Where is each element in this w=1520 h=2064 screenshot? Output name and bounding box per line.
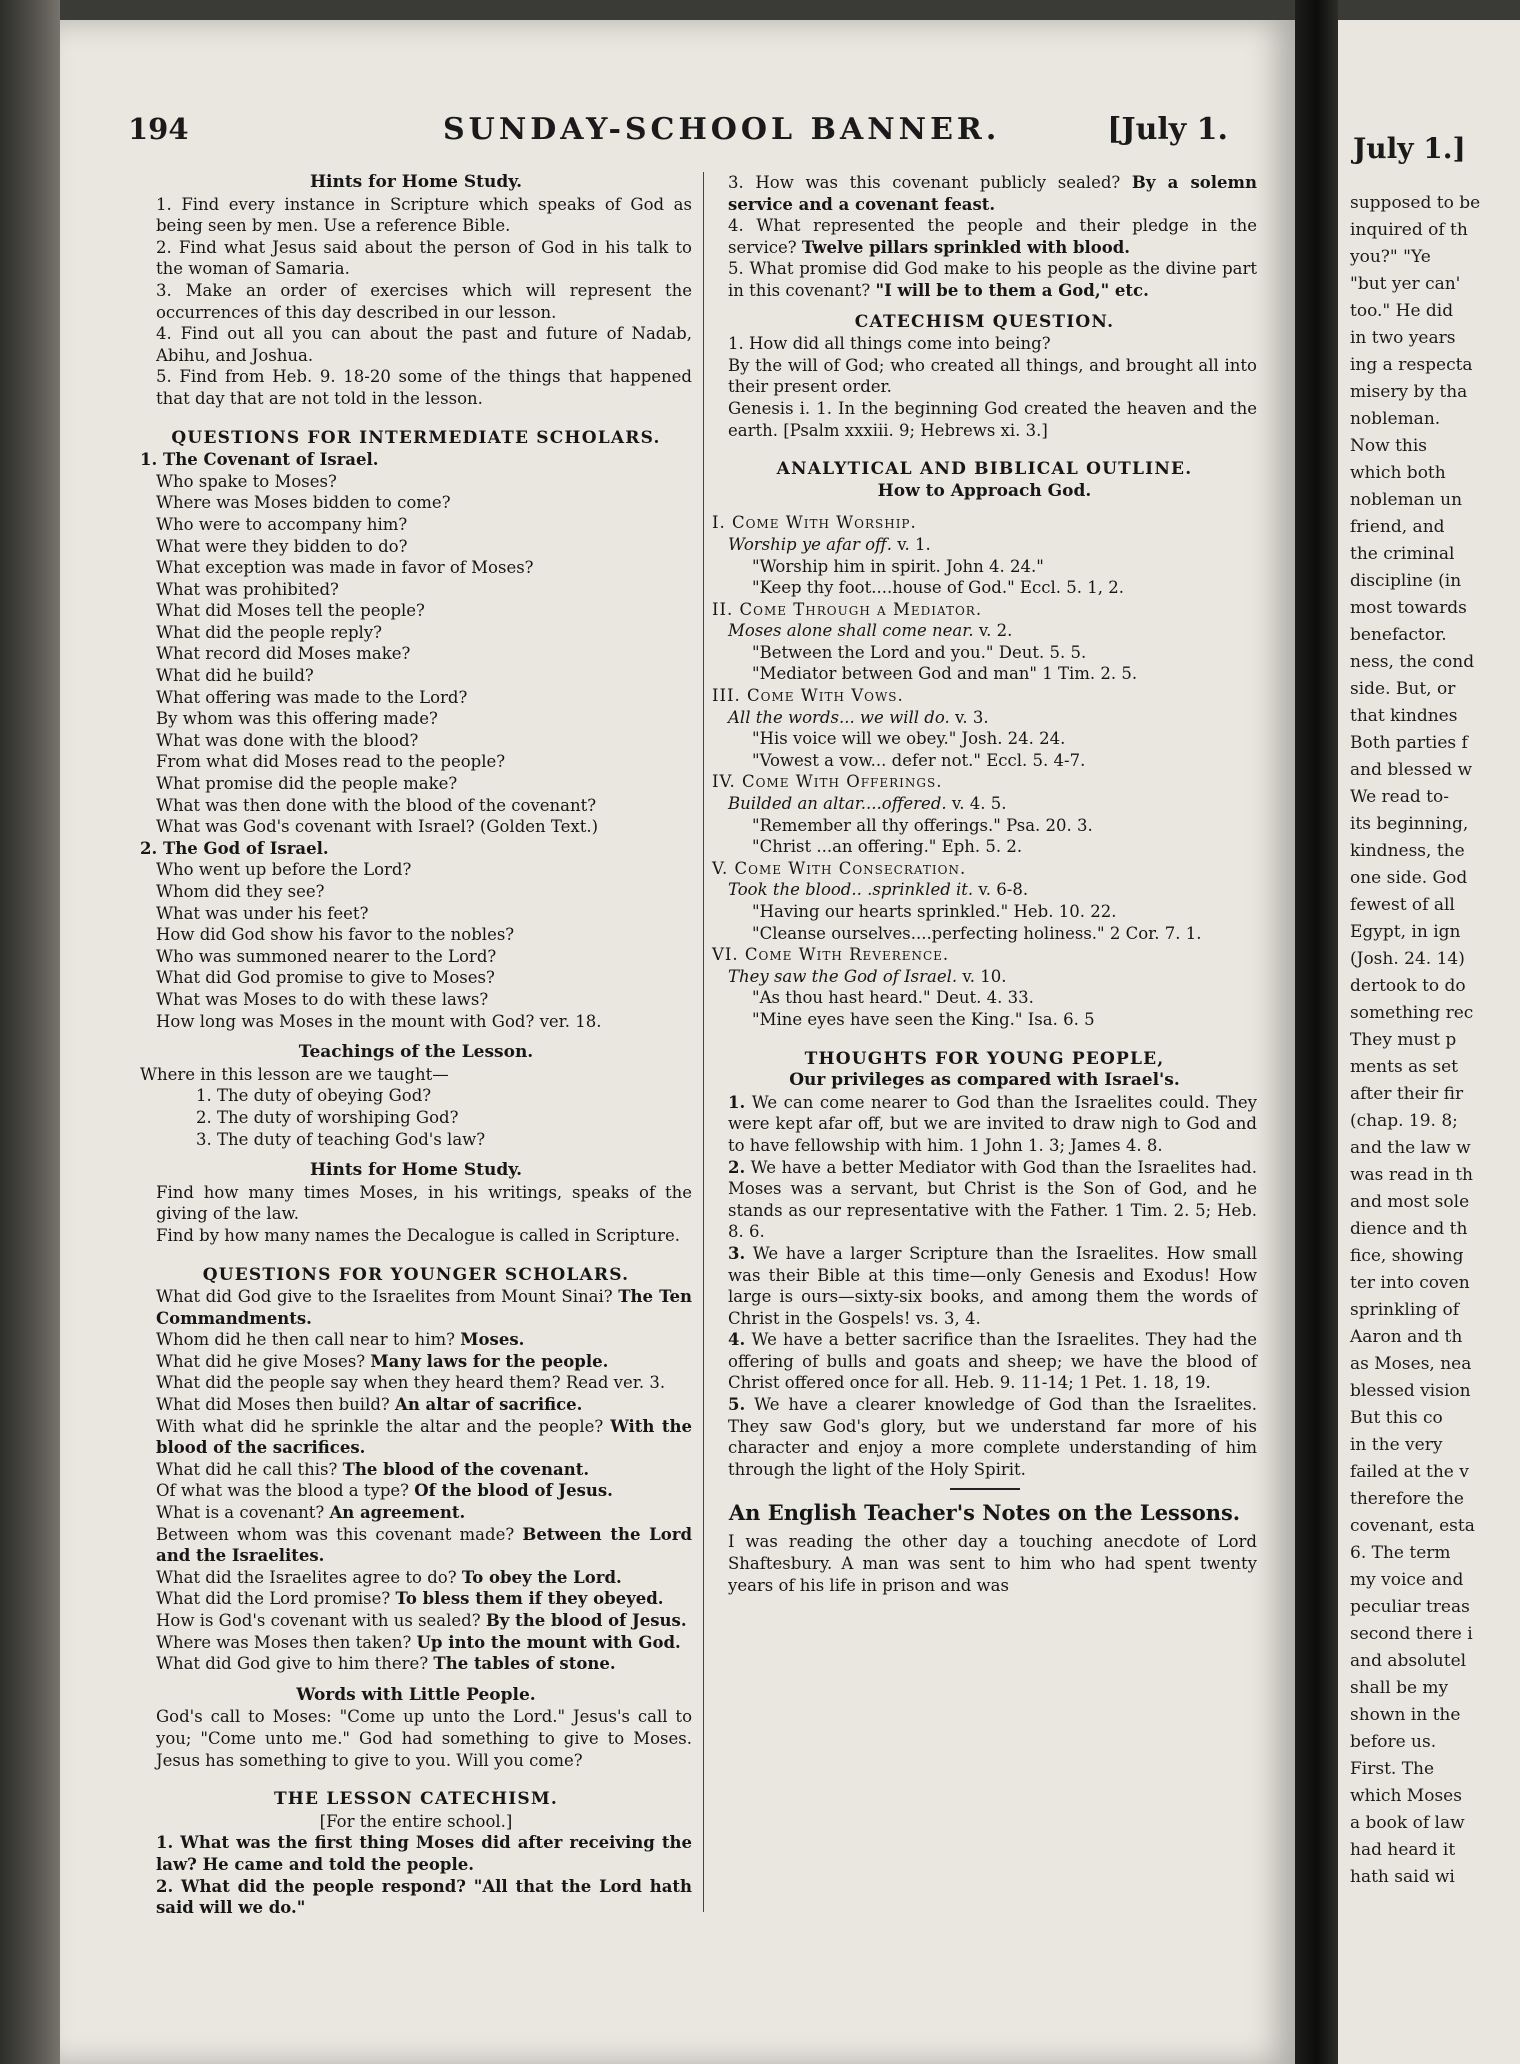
thought-text: We have a larger Scripture than the Israelites. How small was their Bible at this time—only Genesis and Exodus! How large is ours—sixty-six books, and among them the words of Christ in the Gospels! vs. 3, 4.	[728, 1243, 1257, 1328]
hint-item: Find how many times Moses, in his writings, speaks of the giving of the law.	[156, 1182, 692, 1224]
thought-number: 1.	[728, 1092, 746, 1112]
question-item: By whom was this offering made?	[156, 709, 438, 729]
outline-quote: "As thou hast heard." Deut. 4. 33.	[752, 988, 1034, 1008]
right-page-line: But this co	[1350, 1408, 1443, 1428]
god-of-israel-questions	[140, 859, 692, 1032]
right-page-line: Egypt, in ign	[1350, 922, 1461, 942]
right-page-line: hath said wi	[1350, 1867, 1455, 1887]
qa-question: What did God give to him there?	[156, 1654, 429, 1674]
running-header	[128, 112, 1228, 162]
right-page-line: We read to-	[1350, 787, 1449, 807]
teaching-item: 2. The duty of worshiping God?	[196, 1107, 459, 1127]
right-page-line: supposed to be	[1350, 193, 1481, 213]
right-page-line: and blessed w	[1350, 760, 1473, 780]
qa-answer: Twelve pillars sprinkled with blood.	[801, 237, 1131, 257]
thought-text: We have a better Mediator with God than the Israelites had. Moses was a servant, but Christ is the Son of God, and he stands as our representative with the Father. 1 Tim. 2. 5; Heb. 8. 6.	[728, 1157, 1257, 1242]
outline-title: II. Come Through a Mediator.	[712, 599, 983, 619]
right-page-line: Both parties f	[1350, 733, 1468, 753]
catechism-question-heading: CATECHISM QUESTION.	[854, 311, 1115, 332]
lesson-catechism-subheading: [For the entire school.]	[319, 1811, 513, 1831]
right-page-line: my voice and	[1350, 1570, 1464, 1590]
qa-question: 4. What represented the people and their pledge in the service?	[728, 216, 1257, 257]
qa-item	[712, 258, 1257, 301]
qa-item	[712, 172, 1257, 215]
right-page-line: and most sole	[1350, 1192, 1470, 1212]
qa-item	[140, 1286, 692, 1329]
question-item: What was done with the blood?	[156, 730, 419, 750]
right-page-line: dertook to do	[1350, 976, 1466, 996]
right-page-line: ing a respecta	[1350, 355, 1473, 375]
right-page-line: was read in th	[1350, 1165, 1473, 1185]
qa-question: 1. What was the first thing Moses did after receiving the law?	[156, 1833, 692, 1874]
god-of-israel-title: 2. The God of Israel.	[140, 838, 329, 858]
right-page-line: ments as set	[1350, 1057, 1458, 1077]
qa-question: With what did he sprinkle the altar and the people?	[156, 1416, 604, 1436]
right-page-line: too." He did	[1350, 301, 1454, 321]
english-teacher-text: I was reading the other day a touching anecdote of Lord Shaftesbury. A man was sent to him who had spent twenty years of his life in prison and was	[728, 1532, 1257, 1595]
outline-title: V. Come With Consecration.	[712, 858, 967, 878]
covenant-section-title: 1. The Covenant of Israel.	[140, 450, 379, 470]
right-page-line: sprinkling of	[1350, 1300, 1460, 1320]
qa-answer: To bless them if they obeyed.	[395, 1589, 664, 1609]
right-page-line: fice, showing	[1350, 1246, 1464, 1266]
right-page-line: that kindnes	[1350, 706, 1458, 726]
younger-heading: QUESTIONS FOR YOUNGER SCHOLARS.	[202, 1264, 630, 1285]
right-page-line: the criminal	[1350, 544, 1455, 564]
qa-question: What did the Lord promise?	[156, 1589, 391, 1609]
qa-answer: By the blood of Jesus.	[485, 1611, 687, 1630]
qa-answer: To obey the Lord.	[461, 1567, 622, 1587]
question-item: What did God promise to give to Moses?	[156, 968, 495, 988]
qa-question: What did the Israelites agree to do?	[156, 1567, 457, 1587]
right-page-line: its beginning,	[1350, 814, 1469, 834]
thought-item	[712, 1092, 1257, 1157]
outline-ref: v. 10.	[957, 966, 1007, 986]
question-item: Who went up before the Lord?	[156, 860, 412, 880]
outline-title: IV. Come With Offerings.	[712, 772, 943, 792]
page-number: 194	[128, 112, 189, 146]
thought-text: We have a better sacrifice than the Israelites. They had the offering of bulls and goats and sheep; we have the blood of Christ offered once for all. Heb. 9. 11-14; 1 Pet. 1. 18, 19.	[728, 1330, 1257, 1393]
question-item: Who was summoned nearer to the Lord?	[156, 946, 497, 966]
thoughts-list	[712, 1092, 1257, 1481]
right-page-text	[1338, 190, 1520, 1891]
outline-quote: "His voice will we obey." Josh. 24. 24.	[752, 729, 1066, 749]
qa-item	[140, 1329, 692, 1351]
question-item: What was under his feet?	[156, 903, 369, 923]
right-page-line: and the law w	[1350, 1138, 1471, 1158]
question-item: What record did Moses make?	[156, 644, 411, 664]
thought-item	[712, 1157, 1257, 1243]
qa-item	[712, 215, 1257, 258]
outline-quote: "Christ ...an offering." Eph. 5. 2.	[752, 837, 1023, 857]
teaching-item: 3. The duty of teaching God's law?	[196, 1129, 486, 1149]
right-page-line: most towards	[1350, 598, 1467, 618]
binding-edge	[0, 0, 60, 2064]
right-page-line: therefore the	[1350, 1489, 1464, 1509]
right-page-line: (chap. 19. 8;	[1350, 1111, 1458, 1131]
outline-verse: Worship ye afar off.	[728, 534, 892, 554]
hints-home-study-list	[140, 194, 692, 410]
question-item: Where was Moses bidden to come?	[156, 493, 451, 513]
qa-answer: Up into the mount with God.	[416, 1632, 681, 1652]
outline-ref: v. 6-8.	[973, 880, 1029, 900]
outline-quote: "Vowest a vow... defer not." Eccl. 5. 4-7.	[752, 750, 1086, 770]
right-page-line: misery by tha	[1350, 382, 1468, 402]
outline-ref: v. 3.	[949, 707, 989, 727]
english-teacher-heading: An English Teacher's Notes on the Lessons.	[728, 1500, 1241, 1526]
outline-quote: "Worship him in spirit. John 4. 24."	[752, 556, 1044, 576]
qa-item	[140, 1832, 692, 1875]
right-page-line: you?" "Ye	[1350, 247, 1431, 267]
question-item: What did Moses tell the people?	[156, 601, 425, 621]
thought-number: 4.	[728, 1330, 746, 1350]
qa-question: 2. What did the people respond?	[156, 1876, 466, 1896]
hints-home-study-2-list	[140, 1182, 692, 1247]
right-page-line: peculiar treas	[1350, 1597, 1470, 1617]
hint-item: Find by how many names the Decalogue is called in Scripture.	[156, 1225, 680, 1245]
qa-answer: With the blood of the sacrifices.	[156, 1416, 692, 1458]
lesson-catechism-heading: THE LESSON CATECHISM.	[273, 1789, 559, 1810]
question-item: What offering was made to the Lord?	[156, 687, 468, 707]
question-item: What was prohibited?	[156, 579, 339, 599]
right-page-line: benefactor.	[1350, 625, 1447, 645]
qa-item	[140, 1653, 692, 1675]
right-page-line: "but yer can'	[1350, 274, 1461, 294]
question-item: What were they bidden to do?	[156, 536, 408, 556]
right-page-line: First. The	[1350, 1759, 1435, 1779]
outline-title: VI. Come With Reverence.	[712, 945, 950, 965]
qa-answer: Of the blood of Jesus.	[414, 1481, 613, 1501]
qa-answer: By a solemn service and a covenant feast.	[728, 173, 1257, 214]
outline-text	[712, 793, 1257, 815]
qa-item	[140, 1876, 692, 1919]
right-page-line: Aaron and th	[1350, 1327, 1463, 1347]
qa-item	[140, 1480, 692, 1502]
question-item: Who were to accompany him?	[156, 514, 408, 534]
qa-item	[140, 1416, 692, 1459]
right-page-line: They must p	[1350, 1030, 1457, 1050]
issue-date: [July 1.	[1107, 112, 1228, 147]
thought-text: We have a clearer knowledge of God than the Israelites. They saw God's glory, but we understand far more of his character and enjoy a more complete understanding of him through the light of the Holy Spirit.	[728, 1395, 1257, 1479]
outline-quote: "Remember all thy offerings." Psa. 20. 3.	[752, 815, 1093, 835]
qa-question: What did Moses then build?	[156, 1395, 390, 1415]
qa-question: What did he give Moses?	[156, 1351, 366, 1371]
outline-quote: "Cleanse ourselves....perfecting holiness." 2 Cor. 7. 1.	[752, 923, 1202, 943]
right-page-line: in two years	[1350, 328, 1456, 348]
qa-answer: An altar of sacrifice.	[395, 1395, 583, 1415]
qa-item	[140, 1372, 692, 1394]
right-page-line: Now this	[1350, 436, 1428, 456]
outline-quote: "Between the Lord and you." Deut. 5. 5.	[752, 642, 1087, 662]
hints-home-study-heading: Hints for Home Study.	[309, 172, 523, 192]
qa-item	[140, 1502, 692, 1524]
thought-item	[712, 1394, 1257, 1480]
qa-item	[140, 1394, 692, 1416]
outline-sections	[712, 512, 1257, 1030]
hint-item: 5. Find from Heb. 9. 18-20 some of the things that happened that day that are not told in the lesson.	[156, 367, 692, 408]
right-page-line: covenant, esta	[1350, 1516, 1475, 1536]
hint-item: 1. Find every instance in Scripture which speaks of God as being seen by men. Use a reference Bible.	[156, 194, 692, 236]
question-item: What did he build?	[156, 666, 314, 686]
right-page-line: something rec	[1350, 1003, 1474, 1023]
qa-question: What did he call this?	[156, 1459, 338, 1479]
qa-answer: Moses.	[460, 1330, 525, 1350]
outline-verse: Moses alone shall come near.	[728, 621, 974, 641]
younger-questions	[140, 1286, 692, 1675]
qa-question: What is a covenant?	[156, 1503, 325, 1523]
right-page-line: 6. The term	[1350, 1543, 1451, 1563]
thoughts-subheading: Our privileges as compared with Israel's.	[789, 1070, 1180, 1091]
qa-answer: Between the Lord and the Israelites.	[156, 1524, 692, 1566]
publication-title: SUNDAY-SCHOOL BANNER.	[443, 112, 1001, 147]
right-page-line: ness, the cond	[1350, 652, 1475, 672]
question-item: What promise did the people make?	[156, 774, 458, 794]
qa-answer: He came and told the people.	[202, 1854, 474, 1874]
right-page	[1338, 20, 1520, 2064]
right-page-line: and absolutel	[1350, 1651, 1467, 1671]
outline-verse: They saw the God of Israel.	[728, 966, 958, 986]
left-column	[140, 172, 692, 1919]
outline-verse: All the words... we will do.	[728, 707, 950, 727]
outline-title: I. Come With Worship.	[712, 513, 917, 533]
question-item: What was Moses to do with these laws?	[156, 989, 489, 1009]
right-page-line: discipline (in	[1350, 571, 1462, 591]
hint-item: 2. Find what Jesus said about the person of God in his talk to the woman of Samaria.	[156, 237, 692, 279]
qa-item	[140, 1610, 692, 1632]
right-page-line: second there i	[1350, 1624, 1473, 1644]
right-page-line: in the very	[1350, 1435, 1443, 1455]
question-item: What did the people reply?	[156, 622, 382, 642]
outline-quote: "Keep thy foot....house of God." Eccl. 5. 1, 2.	[752, 578, 1124, 598]
catechism-continued	[712, 172, 1257, 302]
outline-text	[712, 534, 1257, 556]
right-page-line: (Josh. 24. 14)	[1350, 949, 1465, 969]
qa-answer: The tables of stone.	[433, 1654, 616, 1674]
question-item: What exception was made in favor of Moses?	[156, 558, 534, 578]
right-page-line: kindness, the	[1350, 841, 1465, 861]
qa-item	[140, 1632, 692, 1654]
thought-item	[712, 1329, 1257, 1394]
right-page-line: ter into coven	[1350, 1273, 1470, 1293]
qa-item	[140, 1588, 692, 1610]
right-page-line: blessed vision	[1350, 1381, 1471, 1401]
qa-item	[140, 1459, 692, 1481]
qa-question: Between whom was this covenant made?	[156, 1524, 515, 1544]
catechism-reference: Genesis i. 1. In the beginning God created the heaven and the earth. [Psalm xxxiii. 9; Hebrews xi. 3.]	[728, 398, 1257, 440]
qa-question: How is God's covenant with us sealed?	[156, 1611, 481, 1630]
right-page-line: as Moses, nea	[1350, 1354, 1472, 1374]
thought-text: We can come nearer to God than the Israelites could. They were kept afar off, but we are invited to draw nigh to God and to have fellowship with him. 1 John 1. 3; James 4. 8.	[728, 1092, 1257, 1155]
column-divider	[703, 172, 704, 1912]
hint-item: 3. Make an order of exercises which will represent the occurrences of this day described in our lesson.	[156, 280, 692, 322]
qa-answer: "All that the Lord hath said will we do."	[156, 1876, 692, 1918]
covenant-questions	[140, 471, 692, 817]
outline-ref: v. 1.	[891, 534, 931, 554]
qa-question: 5. What promise did God make to his people as the divine part in this covenant?	[728, 259, 1257, 300]
outline-ref: v. 2.	[973, 621, 1013, 641]
right-page-line: fewest of all	[1350, 895, 1455, 915]
right-page-line: which Moses	[1350, 1786, 1462, 1806]
qa-question: What did the people say when they heard them? Read ver. 3.	[156, 1373, 666, 1393]
hint-item: 4. Find out all you can about the past and future of Nadab, Abihu, and Joshua.	[156, 324, 692, 365]
right-page-line: failed at the v	[1350, 1462, 1469, 1482]
outline-quote: "Mediator between God and man" 1 Tim. 2. 5.	[752, 664, 1138, 684]
right-page-line: nobleman un	[1350, 490, 1463, 510]
right-page-line: shall be my	[1350, 1678, 1449, 1698]
catechism-question: 1. How did all things come into being?	[728, 334, 1051, 354]
outline-text	[712, 966, 1257, 988]
question-item: How long was Moses in the mount with God? ver. 18.	[156, 1011, 602, 1031]
right-page-line: side. But, or	[1350, 679, 1456, 699]
outline-heading: ANALYTICAL AND BIBLICAL OUTLINE.	[776, 459, 1193, 480]
question-item: Who spake to Moses?	[156, 471, 337, 491]
right-column	[712, 172, 1257, 1596]
teaching-item: 1. The duty of obeying God?	[196, 1086, 432, 1106]
book-gutter	[1295, 0, 1338, 2064]
hints-home-study-2-heading: Hints for Home Study.	[309, 1160, 523, 1181]
qa-item	[140, 1524, 692, 1567]
outline-quote: "Having our hearts sprinkled." Heb. 10. 22.	[752, 902, 1117, 921]
right-page-line: nobleman.	[1350, 409, 1441, 429]
thought-number: 2.	[728, 1157, 746, 1177]
little-people-heading: Words with Little People.	[296, 1684, 536, 1705]
right-page-line: friend, and	[1350, 517, 1445, 537]
outline-text	[712, 707, 1257, 729]
outline-text	[712, 879, 1257, 901]
question-item: How did God show his favor to the nobles?	[156, 925, 515, 945]
intermediate-heading: QUESTIONS FOR INTERMEDIATE SCHOLARS.	[171, 427, 661, 448]
right-page-line: after their fir	[1350, 1084, 1464, 1104]
qa-answer: The Ten Commandments.	[156, 1287, 692, 1328]
golden-text-question: What was God's covenant with Israel? (Golden Text.)	[156, 817, 599, 837]
catechism-answer: By the will of God; who created all things, and brought all into their present order.	[728, 355, 1257, 397]
outline-text	[712, 620, 1257, 642]
qa-answer: An agreement.	[329, 1503, 466, 1523]
outline-subheading: How to Approach God.	[877, 480, 1092, 501]
question-item: Whom did they see?	[156, 882, 325, 901]
qa-question: Of what was the blood a type?	[156, 1481, 410, 1501]
qa-item	[140, 1351, 692, 1373]
right-page-line: shown in the	[1350, 1705, 1461, 1725]
right-page-header: July 1.]	[1353, 132, 1466, 165]
teachings-heading: Teachings of the Lesson.	[298, 1042, 534, 1063]
outline-title: III. Come With Vows.	[712, 686, 904, 706]
right-page-line: dience and th	[1350, 1219, 1468, 1239]
right-page-line: before us.	[1350, 1732, 1437, 1752]
outline-quote: "Mine eyes have seen the King." Isa. 6. 5	[752, 1009, 1095, 1029]
qa-answer: The blood of the covenant.	[342, 1459, 590, 1479]
qa-answer: "I will be to them a God," etc.	[875, 280, 1149, 300]
qa-question: Whom did he then call near to him?	[156, 1330, 456, 1350]
section-rule	[950, 1488, 1020, 1490]
right-page-line: a book of law	[1350, 1813, 1465, 1833]
teachings-list	[140, 1085, 692, 1150]
thoughts-heading: THOUGHTS FOR YOUNG PEOPLE,	[804, 1048, 1165, 1069]
right-page-line: had heard it	[1350, 1840, 1456, 1860]
qa-answer: Many laws for the people.	[370, 1351, 609, 1371]
right-page-line: one side. God	[1350, 868, 1468, 888]
thought-number: 5.	[728, 1395, 746, 1415]
little-people-text: God's call to Moses: "Come up unto the Lord." Jesus's call to you; "Come unto me." God had something to give to Moses. Jesus has something to give to you. Will you come?	[156, 1707, 692, 1770]
right-page-line: which both	[1350, 463, 1446, 483]
qa-question: Where was Moses then taken?	[156, 1632, 412, 1652]
lesson-catechism-list	[140, 1832, 692, 1918]
qa-item	[140, 1567, 692, 1589]
outline-verse: Builded an altar....offered.	[728, 794, 947, 814]
question-item: What was then done with the blood of the covenant?	[156, 795, 597, 815]
question-item: From what did Moses read to the people?	[156, 752, 506, 772]
outline-verse: Took the blood.. .sprinkled it.	[728, 880, 974, 900]
outline-ref: v. 4. 5.	[946, 794, 1007, 814]
qa-question: 3. How was this covenant publicly sealed?	[728, 173, 1121, 192]
thought-number: 3.	[728, 1243, 746, 1263]
qa-question: What did God give to the Israelites from Mount Sinai?	[156, 1287, 613, 1307]
right-page-line: inquired of th	[1350, 220, 1468, 240]
thought-item	[712, 1243, 1257, 1329]
teachings-intro: Where in this lesson are we taught—	[140, 1064, 449, 1084]
